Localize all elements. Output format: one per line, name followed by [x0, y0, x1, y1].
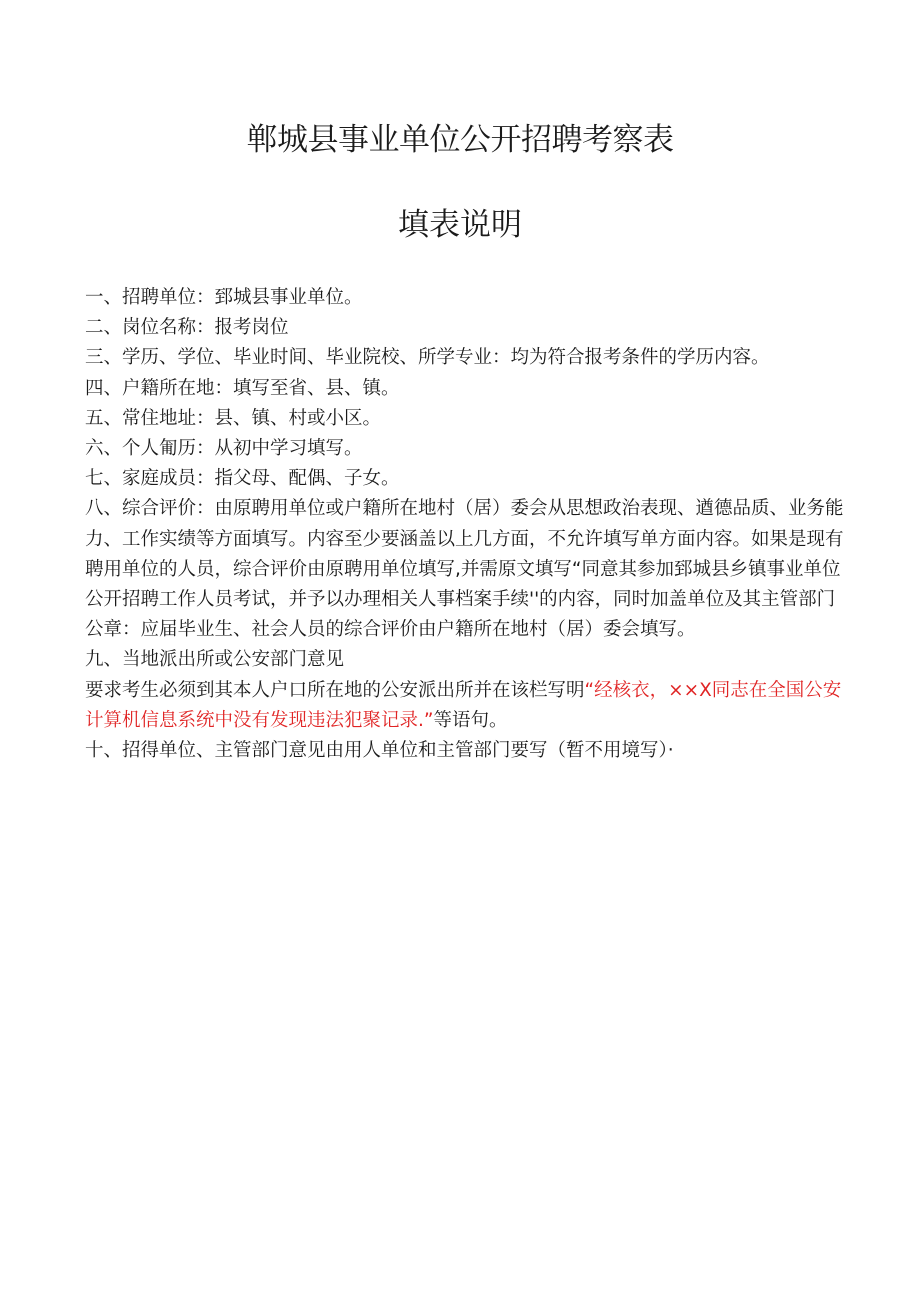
instruction-item-9-quote: “经核衣，××X同志在全国公安计算机信息系统中没有发现违法犯聚记录.”: [85, 679, 842, 731]
instruction-item-1: 一、招聘单位：郅城县事业单位。: [85, 287, 363, 308]
instruction-item-9-heading: 九、当地派出所或公安部门意见: [85, 649, 345, 671]
instructions-body: [85, 283, 845, 766]
instruction-item-4: 四、户籍所在地：填写至省、县、镇。: [85, 377, 400, 399]
instruction-item-5: 五、常住地址：县、镇、村或小区。: [85, 407, 382, 429]
instruction-item-9-body: [85, 676, 845, 736]
document-subtitle: 填表说明: [398, 207, 522, 243]
instruction-item-10: 十、招得单位、主管部门意见由用人单位和主管部门要写（暂不用境写）·: [85, 740, 674, 762]
instruction-item-9-intro: 要求考生必须到其本人户口所在地的公安派出所并在该栏写明: [85, 679, 585, 701]
instruction-item-9-tail: 等语句。: [433, 709, 508, 731]
instruction-item-2: 二、岗位名称：报考岗位: [85, 317, 289, 339]
instruction-item-3: 三、学历、学位、毕业时间、毕业院校、所学专业：均为符合报考条件的学历内容。: [85, 347, 770, 369]
document-title: 郸城县事业单位公开招聘考察表: [246, 122, 674, 158]
instruction-item-6: 六、个人匍历：从初中学习填写。: [85, 438, 363, 460]
instruction-item-8: 八、综合评价：由原聘用单位或户籍所在地村（居）委会从思想政治表现、遒德品质、业务能力、工作实绩等方面填写。内容至少要涵盖以上几方面，不允许填写单方面内容。如果是现有聘用单位的人员，综合评价由原聘用单位填写,并需原文填写“同意其参加郅城县乡镇事业单位公开招聘工作人员考试，并予以办理相关人事档案手续''的内容，同时加盖单位及其主管部门公章：应届毕业生、社会人员的综合评价由户籍所在地村（居）委会填写。: [85, 498, 844, 641]
instruction-item-7: 七、家庭成员：指父母、配偶、子女。: [85, 468, 400, 490]
